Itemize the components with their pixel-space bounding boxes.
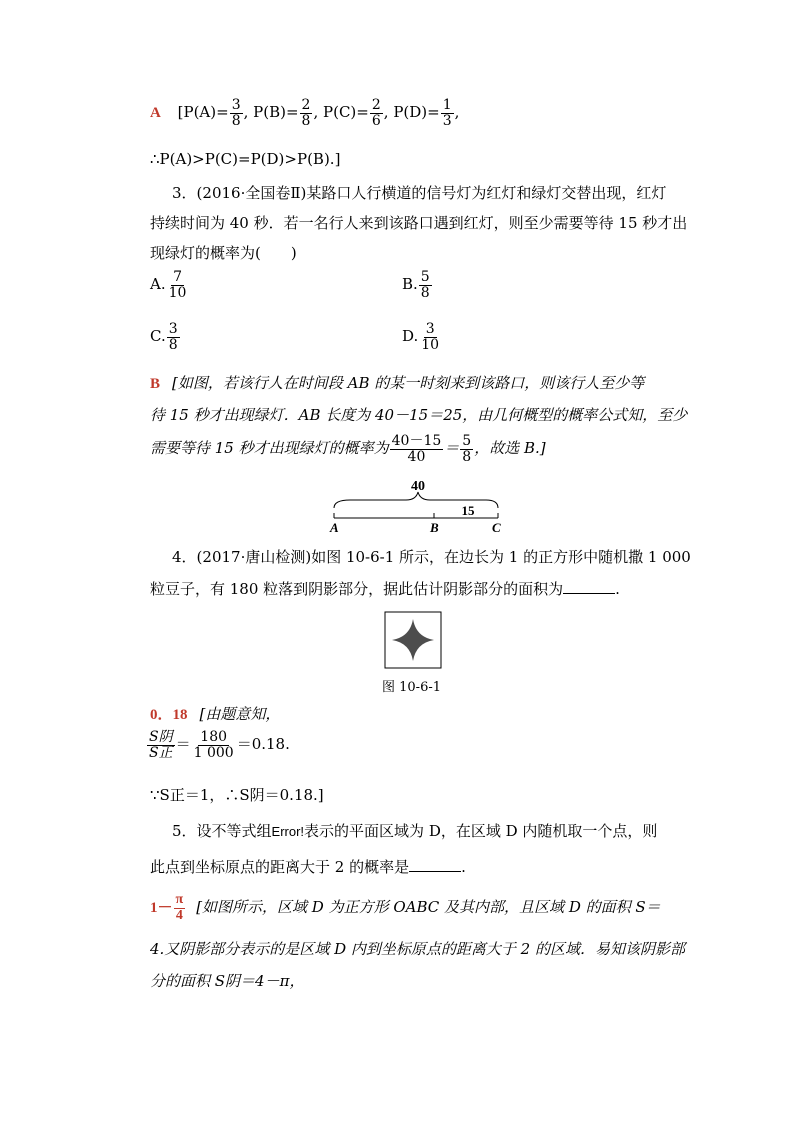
q4-square-figure: [384, 611, 442, 669]
tail: ,: [454, 103, 460, 122]
answer-blank: [563, 592, 615, 594]
fraction-pb: $\frac{2}{8}$: [301, 97, 311, 129]
q3-option-b: B. $\frac{5}{8}$: [402, 269, 430, 301]
sep-1: , P(B)=: [243, 103, 299, 122]
q4-answer-value: 0．18: [150, 707, 188, 723]
answer-letter: A: [150, 105, 161, 122]
label-40: 40: [411, 479, 425, 494]
error-placeholder: Error!: [271, 824, 305, 839]
fraction-pc: $\frac{2}{6}$: [371, 97, 381, 129]
q5-explanation-2: 4.又阴影部分表示的是区域 D 内到坐标原点的距离大于 2 的区域．易知该阴影部: [150, 940, 685, 958]
q3-line2: 持续时间为 40 秒．若一名行人来到该路口遇到红灯，则至少需要等待 15 秒才出: [150, 214, 688, 232]
q3-explanation-3: 需要等待 15 秒才出现绿灯的概率为 $\frac{40-15}{40}$ ＝ $\frac{5}{8}$ ，故选 B.]: [150, 433, 546, 465]
label-15: 15: [461, 503, 475, 518]
q3-line1: 3．(2016·全国卷Ⅱ)某路口人行横道的信号灯为红灯和绿灯交替出现，红灯: [172, 184, 667, 202]
q3-explanation-2: 待 15 秒才出现绿灯．AB 长度为 40－15＝25，由几何概型的概率公式知，至少: [150, 406, 688, 424]
q5-answer: 1－ $\frac{\pi}{4}$: [150, 892, 184, 923]
answer-a-conclusion: ∴P(A)>P(C)=P(D)>P(B).]: [150, 150, 341, 168]
point-a: A: [330, 520, 339, 535]
q5-explanation-1: 1－ $\frac{\pi}{4}$ [如图所示，区域 D 为正方形 OABC 及其内部，且区域 D 的面积 S＝: [150, 892, 661, 923]
sep-3: , P(D)=: [383, 103, 440, 122]
point-c: C: [492, 520, 501, 535]
figure-caption: 图 10-6-1: [382, 680, 442, 695]
fraction-pd: $\frac{1}{3}$: [442, 97, 452, 129]
q4-line2: 粒豆子，有 180 粒落到阴影部分，据此估计阴影部分的面积为 .: [150, 580, 620, 598]
q3-option-c: C. $\frac{3}{8}$: [150, 321, 178, 353]
q4-line1: 4．(2017·唐山检测)如图 10-6-1 所示，在边长为 1 的正方形中随机撒 1 000: [172, 548, 691, 566]
q3-option-d: D. $\frac{3}{10}$: [402, 321, 440, 353]
q3-explanation-1: B [如图，若该行人在时间段 AB 的某一时刻来到该路口，则该行人至少等: [150, 374, 645, 392]
point-b: B: [430, 520, 439, 535]
q3-line3: 现绿灯的概率为( ): [150, 244, 297, 262]
answer-a-prefix: [P(A)=: [177, 103, 229, 122]
answer-a-line: [150, 98, 459, 128]
q4-answer: 0．18 [由题意知，: [150, 705, 281, 723]
q5-line1: 5．设不等式组Error!表示的平面区域为 D，在区域 D 内随机取一个点，则: [172, 822, 658, 840]
q4-fraction-eq: $\frac{\text{S阴}}{\text{S正}}$ ＝ $\frac{180}{1 000}$ ＝0.18.: [149, 729, 290, 761]
q3-answer-letter: B: [150, 376, 161, 392]
fraction-pa: $\frac{3}{8}$: [231, 97, 241, 129]
q5-line2: 此点到坐标原点的距离大于 2 的概率是 .: [150, 858, 466, 876]
q3-option-a: A. $\frac{7}{10}$: [150, 269, 187, 301]
q4-conclusion: ∵S正＝1，∴S阴＝0.18.]: [150, 786, 324, 804]
answer-blank-2: [409, 870, 461, 872]
q3-segment-figure: [320, 478, 510, 538]
sep-2: , P(C)=: [313, 103, 369, 122]
q5-explanation-3: 分的面积 S阴＝4－π，: [150, 972, 305, 990]
